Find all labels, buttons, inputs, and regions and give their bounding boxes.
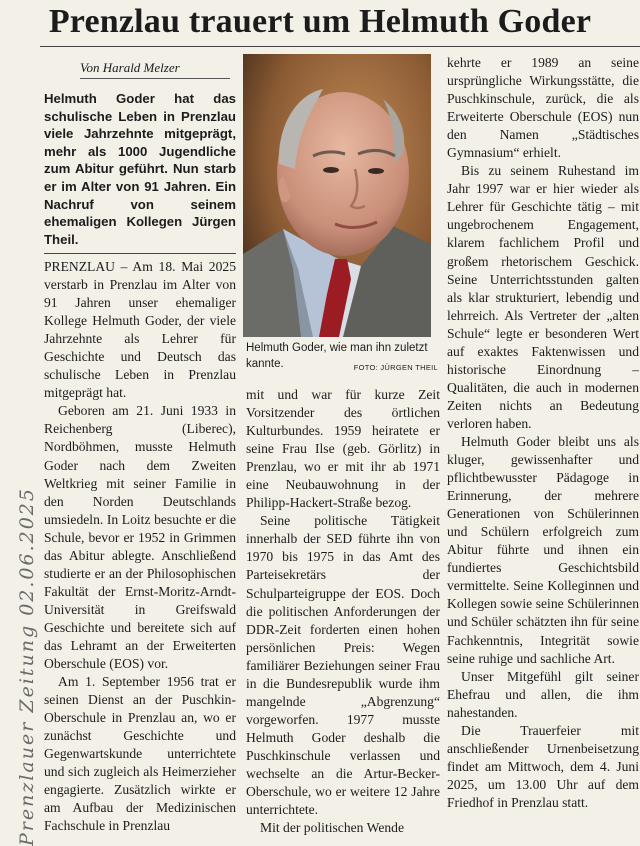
- text-column-2: [246, 386, 440, 846]
- lead-rule: [44, 253, 236, 254]
- text-column-3: [447, 54, 639, 846]
- paragraph: kehrte er 1989 an seine ursprüngliche Wirkungsstätte, die Puschkinschule, zurück, die als Erweiterte Oberschule (EOS) nun den Namen „Städtisches Gymnasium“ erhielt.: [447, 55, 639, 161]
- paragraph: Seine politische Tätigkeit innerhalb der SED führte ihn von 1970 bis 1975 in das Amt des Parteisekretärs der Schulparteigruppe der EOS. Doch die politischen Anforderungen der DDR-Zeit forderten einen hohen persönlichen Preis: Wegen familiärer Beziehungen seiner Frau in die Bundesrepublik wurde ihm mangelnde „Abgrenzung“ vorgeworfen. 1977 musste Helmuth Goder deshalb die Puschkinschule verlassen und wechselte an die Artur-Becker-Oberschule, wo er weitere 12 Jahre unterrichtete.: [246, 513, 440, 818]
- lead-paragraph: Helmuth Goder hat das schulische Leben in Prenzlau viele Jahrzehnte mitgeprägt, mehr als 1000 Jugendliche zum Abitur geführt. Nun starb er im Alter von 91 Jahren. Ein Nachruf von seinem ehemaligen Kollegen Jürgen Theil.: [44, 91, 236, 247]
- handwritten-source-note: Prenzlauer Zeitung 02.06.2025: [16, 487, 38, 846]
- paragraph: mit und war für kurze Zeit Vorsitzender des örtlichen Kulturbundes. 1959 heiratete er seine Frau Ilse (geb. Görlitz) in Prenzlau, wo er mit ihr ab 1971 eine Neubauwohnung in der Philipp-Hackert-Straße bezog.: [246, 387, 440, 511]
- paragraph: Geboren am 21. Juni 1933 in Reichenberg (Liberec), Nordböhmen, musste Helmuth Goder nach dem Zweiten Weltkrieg mit seiner Familie in den Norden Deutschlands umsiedeln. In Loitz besuchte er die Schule, bevor er 1952 in Grimmen das Abitur ablegte. Anschließend studierte er an der Philosophischen Fakultät der Ernst-Moritz-Arndt-Universität in Greifswald Geschichte und bereitete sich auf das Lehramt an der Erweiterten Oberschule (EOS) vor.: [44, 403, 236, 672]
- paragraph: Am 1. September 1956 trat er seinen Dienst an der Puschkin-Oberschule in Prenzlau an, wo er zunächst Geschichte und Gegenwartskunde unterrichtete und sich zugleich als Heimerzieher engagierte. Zusätzlich wirkte er am Aufbau der Medizinischen Fachschule in Prenzlau: [44, 674, 236, 834]
- portrait-illustration: [243, 54, 431, 337]
- article-headline: Prenzlau trauert um Helmuth Goder: [48, 3, 592, 40]
- text-column-1: [44, 258, 236, 846]
- photo-credit: FOTO: JÜRGEN THEIL: [353, 363, 438, 372]
- byline: Von Harald Melzer: [80, 60, 180, 75]
- byline-rule: [80, 78, 230, 79]
- paragraph: Bis zu seinem Ruhestand im Jahr 1997 war er hier wieder als Lehrer für Geschichte tätig – mit ungebrochenem Engagement, klarem fachlichem Profil und großem rhetorischem Geschick. Seine Unterrichtsstunden galten als klar strukturiert, lebendig und lehrreich. Als Vertreter der „alten Schule“ legte er besonderen Wert auf exaktes Faktenwissen und historische Einordnung – Qualitäten, die auch in modernen Zeiten nichts an Bedeutung verloren haben.: [447, 163, 639, 431]
- paragraph: PRENZLAU – Am 18. Mai 2025 verstarb in Prenzlau im Alter von 91 Jahren unser ehemaliger Kollege Helmuth Goder, der viele Jahrzehnte als Lehrer für Geschichte und Deutsch das schulische Leben in Prenzlau mitgeprägt hat.: [44, 259, 236, 401]
- headline-rule: [40, 46, 640, 47]
- portrait-photo: [243, 54, 431, 337]
- paragraph: Unser Mitgefühl gilt seiner Ehefrau und allen, die ihm nahestanden.: [447, 668, 639, 720]
- paragraph: Helmuth Goder bleibt uns als kluger, gewissenhafter und pflichtbewusster Pädagoge in Erinnerung, der mehrere Generationen von Schülerinnen und Schülern erfolgreich zum Abitur führte und ihnen ein fundiertes Geschichtsbild vermittelte. Seine Kolleginnen und Kollegen sowie seine Schülerinnen und Schüler schätzten ihn für seine Fachkenntnis, Integrität sowie seine ruhige und sachliche Art.: [447, 433, 639, 666]
- photo-caption: [246, 340, 438, 376]
- paragraph: Die Trauerfeier mit anschließender Urnenbeisetzung findet am Mittwoch, dem 4. Juni 2025, um 13.00 Uhr auf dem Friedhof in Prenzlau statt.: [447, 722, 639, 810]
- paragraph: Mit der politischen Wende: [260, 820, 405, 836]
- caption-text: Helmuth Goder, wie man ihn zuletzt kannte.: [246, 342, 428, 370]
